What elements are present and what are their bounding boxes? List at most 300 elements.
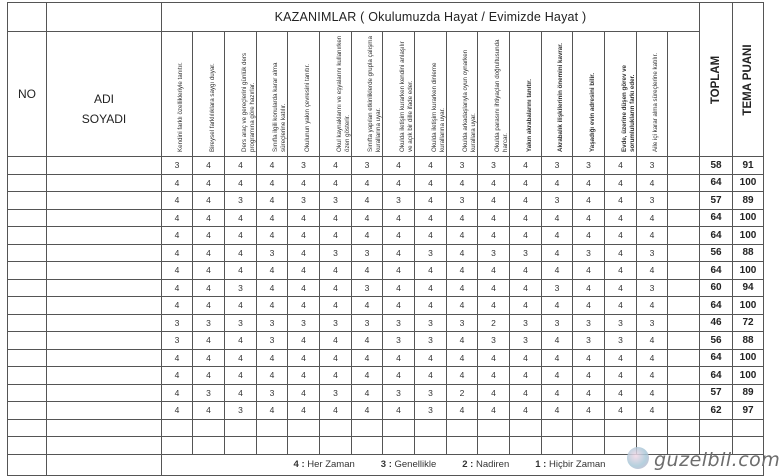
- score-cell: 4: [352, 384, 383, 402]
- total-cell: 57: [700, 384, 733, 402]
- score-cell: 4: [225, 384, 257, 402]
- score-cell: [668, 314, 700, 332]
- score-cell: 4: [573, 402, 605, 420]
- score-cell: 4: [415, 209, 447, 227]
- student-name-cell: [47, 384, 162, 402]
- score-cell: 4: [257, 402, 288, 420]
- score-cell: 4: [320, 279, 352, 297]
- score-cell: 4: [193, 332, 225, 350]
- score-cell: 3: [257, 332, 288, 350]
- score-cell: 4: [542, 402, 573, 420]
- criterion-header: [288, 32, 320, 157]
- score-cell: [352, 437, 383, 455]
- score-cell: 4: [542, 244, 573, 262]
- student-no-cell: [8, 419, 47, 437]
- score-cell: 4: [447, 297, 478, 315]
- score-cell: 4: [193, 174, 225, 192]
- criterion-label: Sınıfta yapılan etkinliklerde grupla çalışma kurallarına uyar.: [367, 36, 382, 152]
- score-cell: 4: [573, 349, 605, 367]
- score-cell: 4: [573, 297, 605, 315]
- table-row: [8, 157, 764, 175]
- total-cell: [700, 419, 733, 437]
- score-cell: [668, 174, 700, 192]
- score-cell: 4: [447, 227, 478, 245]
- score-cell: 3: [542, 157, 573, 175]
- legend-key: 2 :: [462, 459, 474, 470]
- score-cell: 3: [447, 157, 478, 175]
- table-row: [8, 262, 764, 280]
- score-cell: 4: [320, 297, 352, 315]
- score-cell: 3: [320, 384, 352, 402]
- score-cell: 3: [288, 314, 320, 332]
- total-cell: 56: [700, 244, 733, 262]
- table-row: [8, 244, 764, 262]
- score-cell: 4: [225, 157, 257, 175]
- score-cell: 4: [637, 227, 668, 245]
- criterion-header: [193, 32, 225, 157]
- table-row: [8, 209, 764, 227]
- student-name-cell: [47, 297, 162, 315]
- score-cell: [257, 419, 288, 437]
- theme-score-cell: 100: [733, 262, 764, 280]
- total-cell: 64: [700, 227, 733, 245]
- total-header: [700, 3, 733, 157]
- student-name-cell: [47, 192, 162, 210]
- criterion-header: [225, 32, 257, 157]
- score-cell: 4: [320, 402, 352, 420]
- table-body: [8, 157, 764, 455]
- criterion-header: [352, 32, 383, 157]
- score-cell: 4: [288, 262, 320, 280]
- score-cell: 4: [193, 297, 225, 315]
- score-cell: 4: [288, 297, 320, 315]
- score-cell: 4: [288, 402, 320, 420]
- score-cell: 3: [288, 157, 320, 175]
- legend-blank-no: [8, 454, 47, 475]
- total-cell: 64: [700, 367, 733, 385]
- score-cell: 4: [637, 367, 668, 385]
- student-name-cell: [47, 262, 162, 280]
- score-cell: [542, 419, 573, 437]
- score-cell: 3: [162, 314, 193, 332]
- criterion-label: Okulunun yakın çevresini tanıtır.: [303, 63, 311, 152]
- theme-score-cell: 89: [733, 384, 764, 402]
- score-cell: 4: [510, 349, 542, 367]
- score-cell: 4: [225, 297, 257, 315]
- score-cell: 4: [193, 244, 225, 262]
- student-name-cell: [47, 402, 162, 420]
- score-cell: [542, 437, 573, 455]
- score-cell: 3: [415, 332, 447, 350]
- score-cell: 2: [478, 314, 510, 332]
- score-cell: 4: [352, 227, 383, 245]
- total-cell: 56: [700, 332, 733, 350]
- score-cell: 4: [415, 349, 447, 367]
- score-cell: 3: [415, 314, 447, 332]
- student-no-cell: [8, 244, 47, 262]
- score-cell: 4: [320, 262, 352, 280]
- score-cell: 4: [510, 279, 542, 297]
- criterion-label: Okulda arkadaşlarıyla oyun oynarken kurallara uyar.: [462, 49, 477, 152]
- score-cell: 4: [257, 192, 288, 210]
- name-header: [47, 32, 162, 157]
- theme-score-cell: 94: [733, 279, 764, 297]
- criterion-label: Yakın akrabalarını tanıtır.: [525, 79, 533, 152]
- score-cell: 3: [352, 279, 383, 297]
- criterion-header: [383, 32, 415, 157]
- score-cell: 3: [225, 192, 257, 210]
- score-cell: 4: [478, 279, 510, 297]
- score-cell: 3: [193, 314, 225, 332]
- student-name-cell: [47, 437, 162, 455]
- score-cell: 4: [193, 157, 225, 175]
- score-cell: 4: [542, 174, 573, 192]
- table-row: [8, 349, 764, 367]
- score-cell: 4: [510, 402, 542, 420]
- score-cell: 3: [320, 314, 352, 332]
- score-cell: 4: [162, 402, 193, 420]
- score-cell: 4: [478, 262, 510, 280]
- score-cell: 4: [383, 244, 415, 262]
- student-no-cell: [8, 367, 47, 385]
- score-cell: 4: [605, 402, 637, 420]
- score-cell: 4: [288, 367, 320, 385]
- criterion-header: [605, 32, 637, 157]
- score-cell: 4: [637, 297, 668, 315]
- score-cell: 3: [288, 192, 320, 210]
- theme-score-cell: 100: [733, 297, 764, 315]
- score-cell: 4: [257, 227, 288, 245]
- criterion-header: [447, 32, 478, 157]
- score-cell: 4: [352, 209, 383, 227]
- score-cell: 4: [447, 209, 478, 227]
- score-cell: 3: [573, 244, 605, 262]
- score-cell: 4: [383, 349, 415, 367]
- criterion-label: Akrabalık ilişkilerinin önemini kavrar.: [557, 42, 564, 152]
- score-cell: 4: [383, 157, 415, 175]
- score-cell: [383, 419, 415, 437]
- student-name-cell: [47, 209, 162, 227]
- student-name-cell: [47, 174, 162, 192]
- score-cell: 4: [605, 297, 637, 315]
- score-cell: 4: [162, 384, 193, 402]
- no-header: [8, 32, 47, 157]
- score-cell: 4: [510, 384, 542, 402]
- score-cell: 4: [478, 297, 510, 315]
- score-cell: 4: [383, 227, 415, 245]
- criterion-header: [510, 32, 542, 157]
- student-name-cell: [47, 244, 162, 262]
- score-cell: 4: [510, 262, 542, 280]
- score-cell: [162, 437, 193, 455]
- score-cell: 3: [225, 402, 257, 420]
- score-cell: [605, 419, 637, 437]
- criterion-label: Kendini farklı özellikleriyle tanıtır.: [177, 62, 184, 152]
- score-cell: [288, 419, 320, 437]
- score-cell: [573, 437, 605, 455]
- score-cell: 4: [478, 174, 510, 192]
- score-cell: 3: [193, 384, 225, 402]
- score-cell: 3: [637, 314, 668, 332]
- score-cell: 4: [605, 209, 637, 227]
- legend-item: [535, 459, 605, 470]
- score-cell: 4: [637, 384, 668, 402]
- score-cell: 4: [637, 209, 668, 227]
- score-cell: 4: [447, 349, 478, 367]
- score-cell: 4: [257, 349, 288, 367]
- table-row: [8, 314, 764, 332]
- score-cell: 3: [573, 157, 605, 175]
- score-cell: 4: [605, 227, 637, 245]
- score-cell: 4: [288, 332, 320, 350]
- criterion-header: [478, 32, 510, 157]
- score-cell: 4: [542, 262, 573, 280]
- score-cell: 4: [573, 262, 605, 280]
- score-cell: 4: [352, 332, 383, 350]
- table-row: [8, 227, 764, 245]
- score-cell: 4: [573, 209, 605, 227]
- score-cell: 4: [383, 279, 415, 297]
- score-cell: 3: [257, 244, 288, 262]
- evaluation-table: [7, 2, 764, 476]
- score-cell: 4: [415, 227, 447, 245]
- score-cell: 4: [510, 157, 542, 175]
- score-cell: 4: [257, 262, 288, 280]
- criterion-header: [415, 32, 447, 157]
- name-header-line1: ADI: [93, 92, 114, 106]
- score-cell: [668, 419, 700, 437]
- legend-text: Nadiren: [473, 459, 510, 470]
- score-cell: 4: [225, 244, 257, 262]
- student-no-cell: [8, 192, 47, 210]
- total-cell: 58: [700, 157, 733, 175]
- score-cell: 4: [288, 244, 320, 262]
- score-cell: 3: [605, 314, 637, 332]
- criterion-label: Aile içi karar alma süreçlerine katılır.: [652, 52, 659, 152]
- student-no-cell: [8, 279, 47, 297]
- theme-score-cell: 88: [733, 332, 764, 350]
- score-cell: [668, 192, 700, 210]
- score-cell: 4: [162, 279, 193, 297]
- total-cell: 60: [700, 279, 733, 297]
- criterion-label: Ders araç ve gereçlerini günlük ders programına göre hazırlar.: [240, 52, 256, 152]
- criterion-label: Okulda iletişim kurarken kendini anlaşılır ve açık bir dille ifade eder.: [398, 41, 414, 152]
- score-cell: 4: [383, 367, 415, 385]
- score-cell: 4: [225, 332, 257, 350]
- table-row: [8, 297, 764, 315]
- theme-score-cell: 100: [733, 174, 764, 192]
- score-cell: 4: [510, 209, 542, 227]
- score-header: [733, 3, 764, 157]
- score-cell: 4: [478, 192, 510, 210]
- score-cell: 4: [352, 367, 383, 385]
- student-name-cell: [47, 279, 162, 297]
- student-name-cell: [47, 419, 162, 437]
- score-cell: 4: [478, 227, 510, 245]
- score-cell: 4: [257, 174, 288, 192]
- score-cell: 3: [637, 157, 668, 175]
- score-cell: 4: [320, 349, 352, 367]
- score-cell: 3: [352, 157, 383, 175]
- score-cell: 3: [225, 314, 257, 332]
- score-cell: 4: [162, 209, 193, 227]
- criterion-header: [320, 32, 352, 157]
- score-cell: 4: [162, 227, 193, 245]
- score-cell: 4: [320, 157, 352, 175]
- score-cell: 4: [257, 367, 288, 385]
- score-cell: 4: [162, 244, 193, 262]
- score-cell: 3: [478, 244, 510, 262]
- score-cell: 3: [637, 279, 668, 297]
- score-cell: [637, 419, 668, 437]
- score-cell: 4: [542, 384, 573, 402]
- score-cell: 4: [415, 157, 447, 175]
- score-cell: 4: [193, 279, 225, 297]
- total-cell: 64: [700, 174, 733, 192]
- score-cell: [478, 419, 510, 437]
- student-no-cell: [8, 227, 47, 245]
- score-cell: [668, 367, 700, 385]
- score-cell: 4: [478, 384, 510, 402]
- score-cell: [193, 419, 225, 437]
- criterion-header: [668, 32, 700, 157]
- criterion-label: Yaşadığı evin adresini bilir.: [588, 72, 596, 152]
- table-row: [8, 279, 764, 297]
- score-cell: 4: [605, 192, 637, 210]
- table-row: [8, 419, 764, 437]
- legend-text: Hiçbir Zaman: [546, 459, 606, 470]
- score-cell: 4: [288, 279, 320, 297]
- table-row: [8, 437, 764, 455]
- score-cell: 4: [447, 332, 478, 350]
- score-cell: [415, 419, 447, 437]
- criterion-label: Okul kaynaklarını ve eşyalarını kullanırken özen gösterir.: [335, 35, 351, 152]
- score-cell: 4: [225, 349, 257, 367]
- score-cell: 4: [510, 297, 542, 315]
- score-cell: 4: [542, 367, 573, 385]
- table-row: [8, 367, 764, 385]
- score-cell: [668, 332, 700, 350]
- table-row: [8, 402, 764, 420]
- score-cell: [668, 402, 700, 420]
- score-cell: 4: [193, 349, 225, 367]
- legend-key: 3 :: [380, 459, 392, 470]
- score-cell: [668, 349, 700, 367]
- score-cell: [320, 419, 352, 437]
- criterion-label: Evde, üzerine düşen görev ve sorumlulukların farkı eder.: [620, 65, 636, 152]
- score-cell: [573, 419, 605, 437]
- score-cell: [668, 244, 700, 262]
- score-cell: 4: [320, 332, 352, 350]
- theme-score-cell: 72: [733, 314, 764, 332]
- score-cell: [320, 437, 352, 455]
- score-cell: 4: [573, 174, 605, 192]
- score-cell: 4: [573, 367, 605, 385]
- score-cell: 4: [288, 209, 320, 227]
- total-cell: 64: [700, 209, 733, 227]
- blank-no-header: [8, 3, 47, 32]
- score-cell: 4: [383, 209, 415, 227]
- score-cell: 4: [288, 174, 320, 192]
- score-cell: 4: [447, 367, 478, 385]
- student-name-cell: [47, 314, 162, 332]
- score-cell: 4: [478, 209, 510, 227]
- score-cell: [668, 209, 700, 227]
- score-cell: 4: [288, 227, 320, 245]
- score-cell: 4: [478, 349, 510, 367]
- criterion-label: Okulda parasını ihtiyaçları doğrultusunda harcar.: [493, 39, 509, 152]
- theme-score-cell: 97: [733, 402, 764, 420]
- total-header-label: TOPLAM: [710, 55, 722, 104]
- score-cell: 4: [542, 349, 573, 367]
- score-cell: 4: [510, 192, 542, 210]
- score-cell: 4: [510, 227, 542, 245]
- criterion-header: [257, 32, 288, 157]
- score-cell: 4: [447, 279, 478, 297]
- score-cell: [225, 437, 257, 455]
- table-row: [8, 332, 764, 350]
- score-cell: [415, 437, 447, 455]
- watermark-text: guzelbil.com: [654, 449, 780, 471]
- student-no-cell: [8, 402, 47, 420]
- score-cell: 4: [605, 384, 637, 402]
- table-row: [8, 384, 764, 402]
- score-cell: 4: [637, 402, 668, 420]
- theme-score-cell: 100: [733, 349, 764, 367]
- criterion-header: [573, 32, 605, 157]
- score-cell: 4: [605, 174, 637, 192]
- score-cell: 3: [605, 332, 637, 350]
- score-cell: 4: [415, 174, 447, 192]
- student-no-cell: [8, 437, 47, 455]
- score-cell: 4: [193, 192, 225, 210]
- total-cell: 46: [700, 314, 733, 332]
- score-cell: 4: [605, 157, 637, 175]
- score-cell: 4: [257, 297, 288, 315]
- score-cell: 4: [193, 262, 225, 280]
- score-header-label: TEMA PUANI: [742, 43, 754, 116]
- criterion-label: Okulda iletişim kurarken dinleme kurallarına uyar.: [430, 62, 446, 152]
- score-cell: 3: [257, 384, 288, 402]
- total-cell: 64: [700, 262, 733, 280]
- total-cell: 57: [700, 192, 733, 210]
- legend-blank-name: [47, 454, 162, 475]
- score-cell: 4: [257, 209, 288, 227]
- student-no-cell: [8, 349, 47, 367]
- score-cell: 4: [162, 174, 193, 192]
- score-cell: 3: [257, 314, 288, 332]
- student-no-cell: [8, 157, 47, 175]
- total-cell: 62: [700, 402, 733, 420]
- total-cell: 64: [700, 297, 733, 315]
- score-cell: 3: [225, 279, 257, 297]
- score-cell: 4: [510, 367, 542, 385]
- table-row: [8, 174, 764, 192]
- score-cell: 3: [478, 157, 510, 175]
- score-cell: 4: [605, 279, 637, 297]
- score-cell: 3: [383, 332, 415, 350]
- score-cell: 4: [573, 192, 605, 210]
- score-cell: 4: [415, 367, 447, 385]
- legend-item: [294, 459, 355, 470]
- score-cell: 3: [637, 244, 668, 262]
- score-cell: 4: [383, 297, 415, 315]
- score-cell: 3: [510, 314, 542, 332]
- score-cell: 4: [478, 367, 510, 385]
- score-cell: 4: [637, 349, 668, 367]
- score-cell: [510, 419, 542, 437]
- score-cell: 4: [320, 367, 352, 385]
